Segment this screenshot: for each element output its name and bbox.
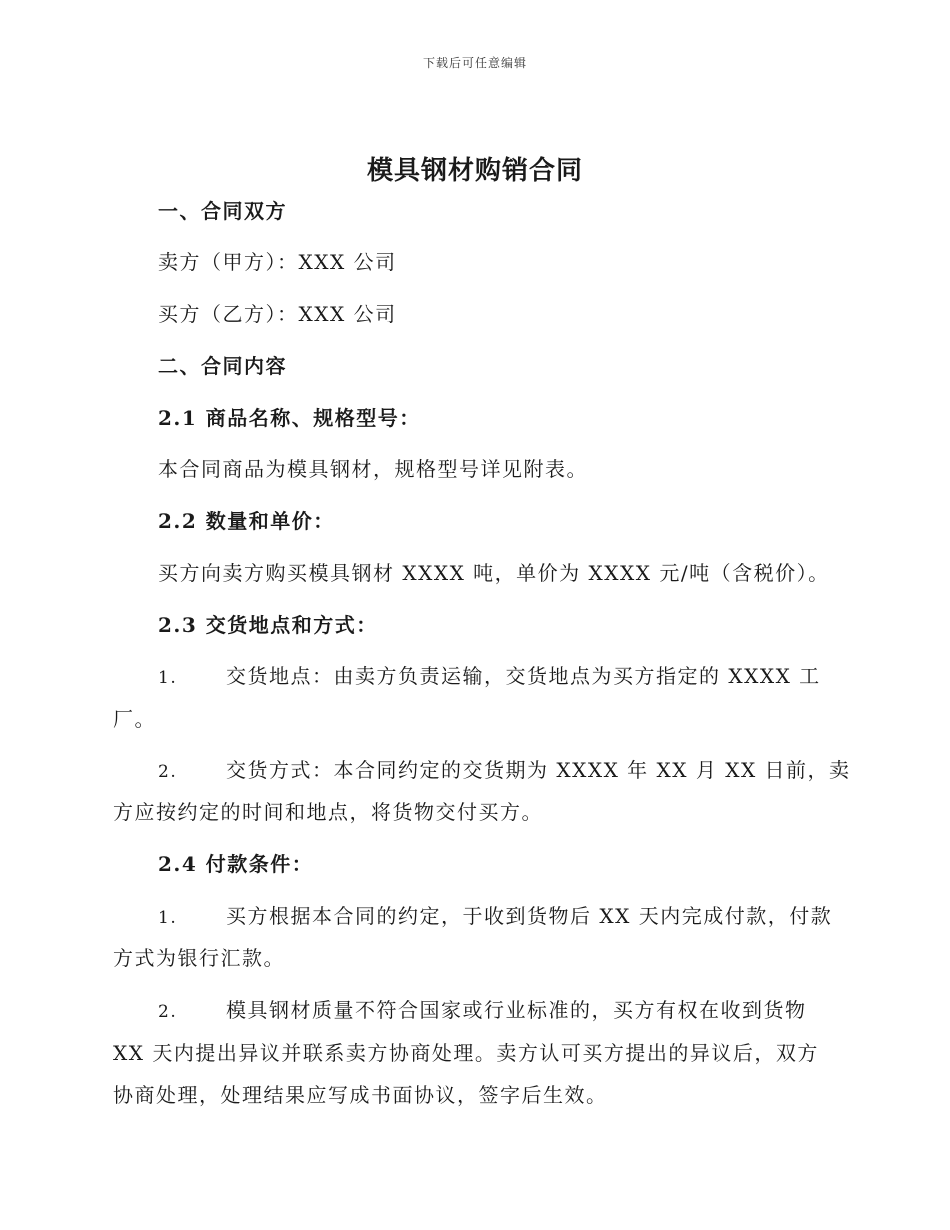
list-item-text: 交货方式：本合同约定的交货期为 XXXX 年 XX 月 XX 日前，卖 (226, 758, 851, 782)
list-item-continuation: 协商处理，处理结果应写成书面协议，签字后生效。 (113, 1083, 608, 1107)
section-1-heading: 一、合同双方 (158, 199, 287, 223)
subsection-2-1-heading: 2.1 商品名称、规格型号： (158, 406, 421, 430)
list-item (158, 902, 838, 932)
list-item-continuation: XX 天内提出异议并联系卖方协商处理。卖方认可买方提出的异议后，双方 (113, 1041, 819, 1065)
list-item-text: 模具钢材质量不符合国家或行业标准的，买方有权在收到货物 (226, 998, 807, 1022)
document-title: 模具钢材购销合同 (366, 156, 583, 186)
subsection-2-3-heading: 2.3 交货地点和方式： (158, 613, 378, 637)
list-item-number: 1. (158, 908, 178, 928)
subsection-2-4-heading: 2.4 付款条件： (158, 852, 314, 876)
list-item-text: 交货地点：由卖方负责运输，交货地点为买方指定的 XXXX 工 (226, 664, 821, 688)
subsection-2-2-heading: 2.2 数量和单价： (158, 509, 335, 533)
list-item-number: 2. (158, 1002, 178, 1022)
list-item-number: 1. (158, 668, 178, 688)
list-item-continuation: 方式为银行汇款。 (113, 946, 285, 970)
list-item (158, 662, 838, 692)
list-item (158, 756, 851, 786)
subsection-2-2-text: 买方向卖方购买模具钢材 XXXX 吨，单价为 XXXX 元/吨（含税价）。 (158, 561, 830, 585)
section-2-heading: 二、合同内容 (158, 354, 287, 378)
page-header-note: 下载后可任意编辑 (422, 56, 527, 70)
list-item-continuation: 方应按约定的时间和地点，将货物交付买方。 (113, 800, 543, 824)
list-item (158, 996, 838, 1026)
buyer-line: 买方（乙方）：XXX 公司 (158, 302, 397, 326)
list-item-continuation: 厂。 (113, 707, 156, 731)
list-item-number: 2. (158, 762, 178, 782)
list-item-text: 买方根据本合同的约定，于收到货物后 XX 天内完成付款，付款 (226, 904, 833, 928)
seller-line: 卖方（甲方）：XXX 公司 (158, 250, 397, 274)
subsection-2-1-text: 本合同商品为模具钢材，规格型号详见附表。 (158, 457, 588, 481)
